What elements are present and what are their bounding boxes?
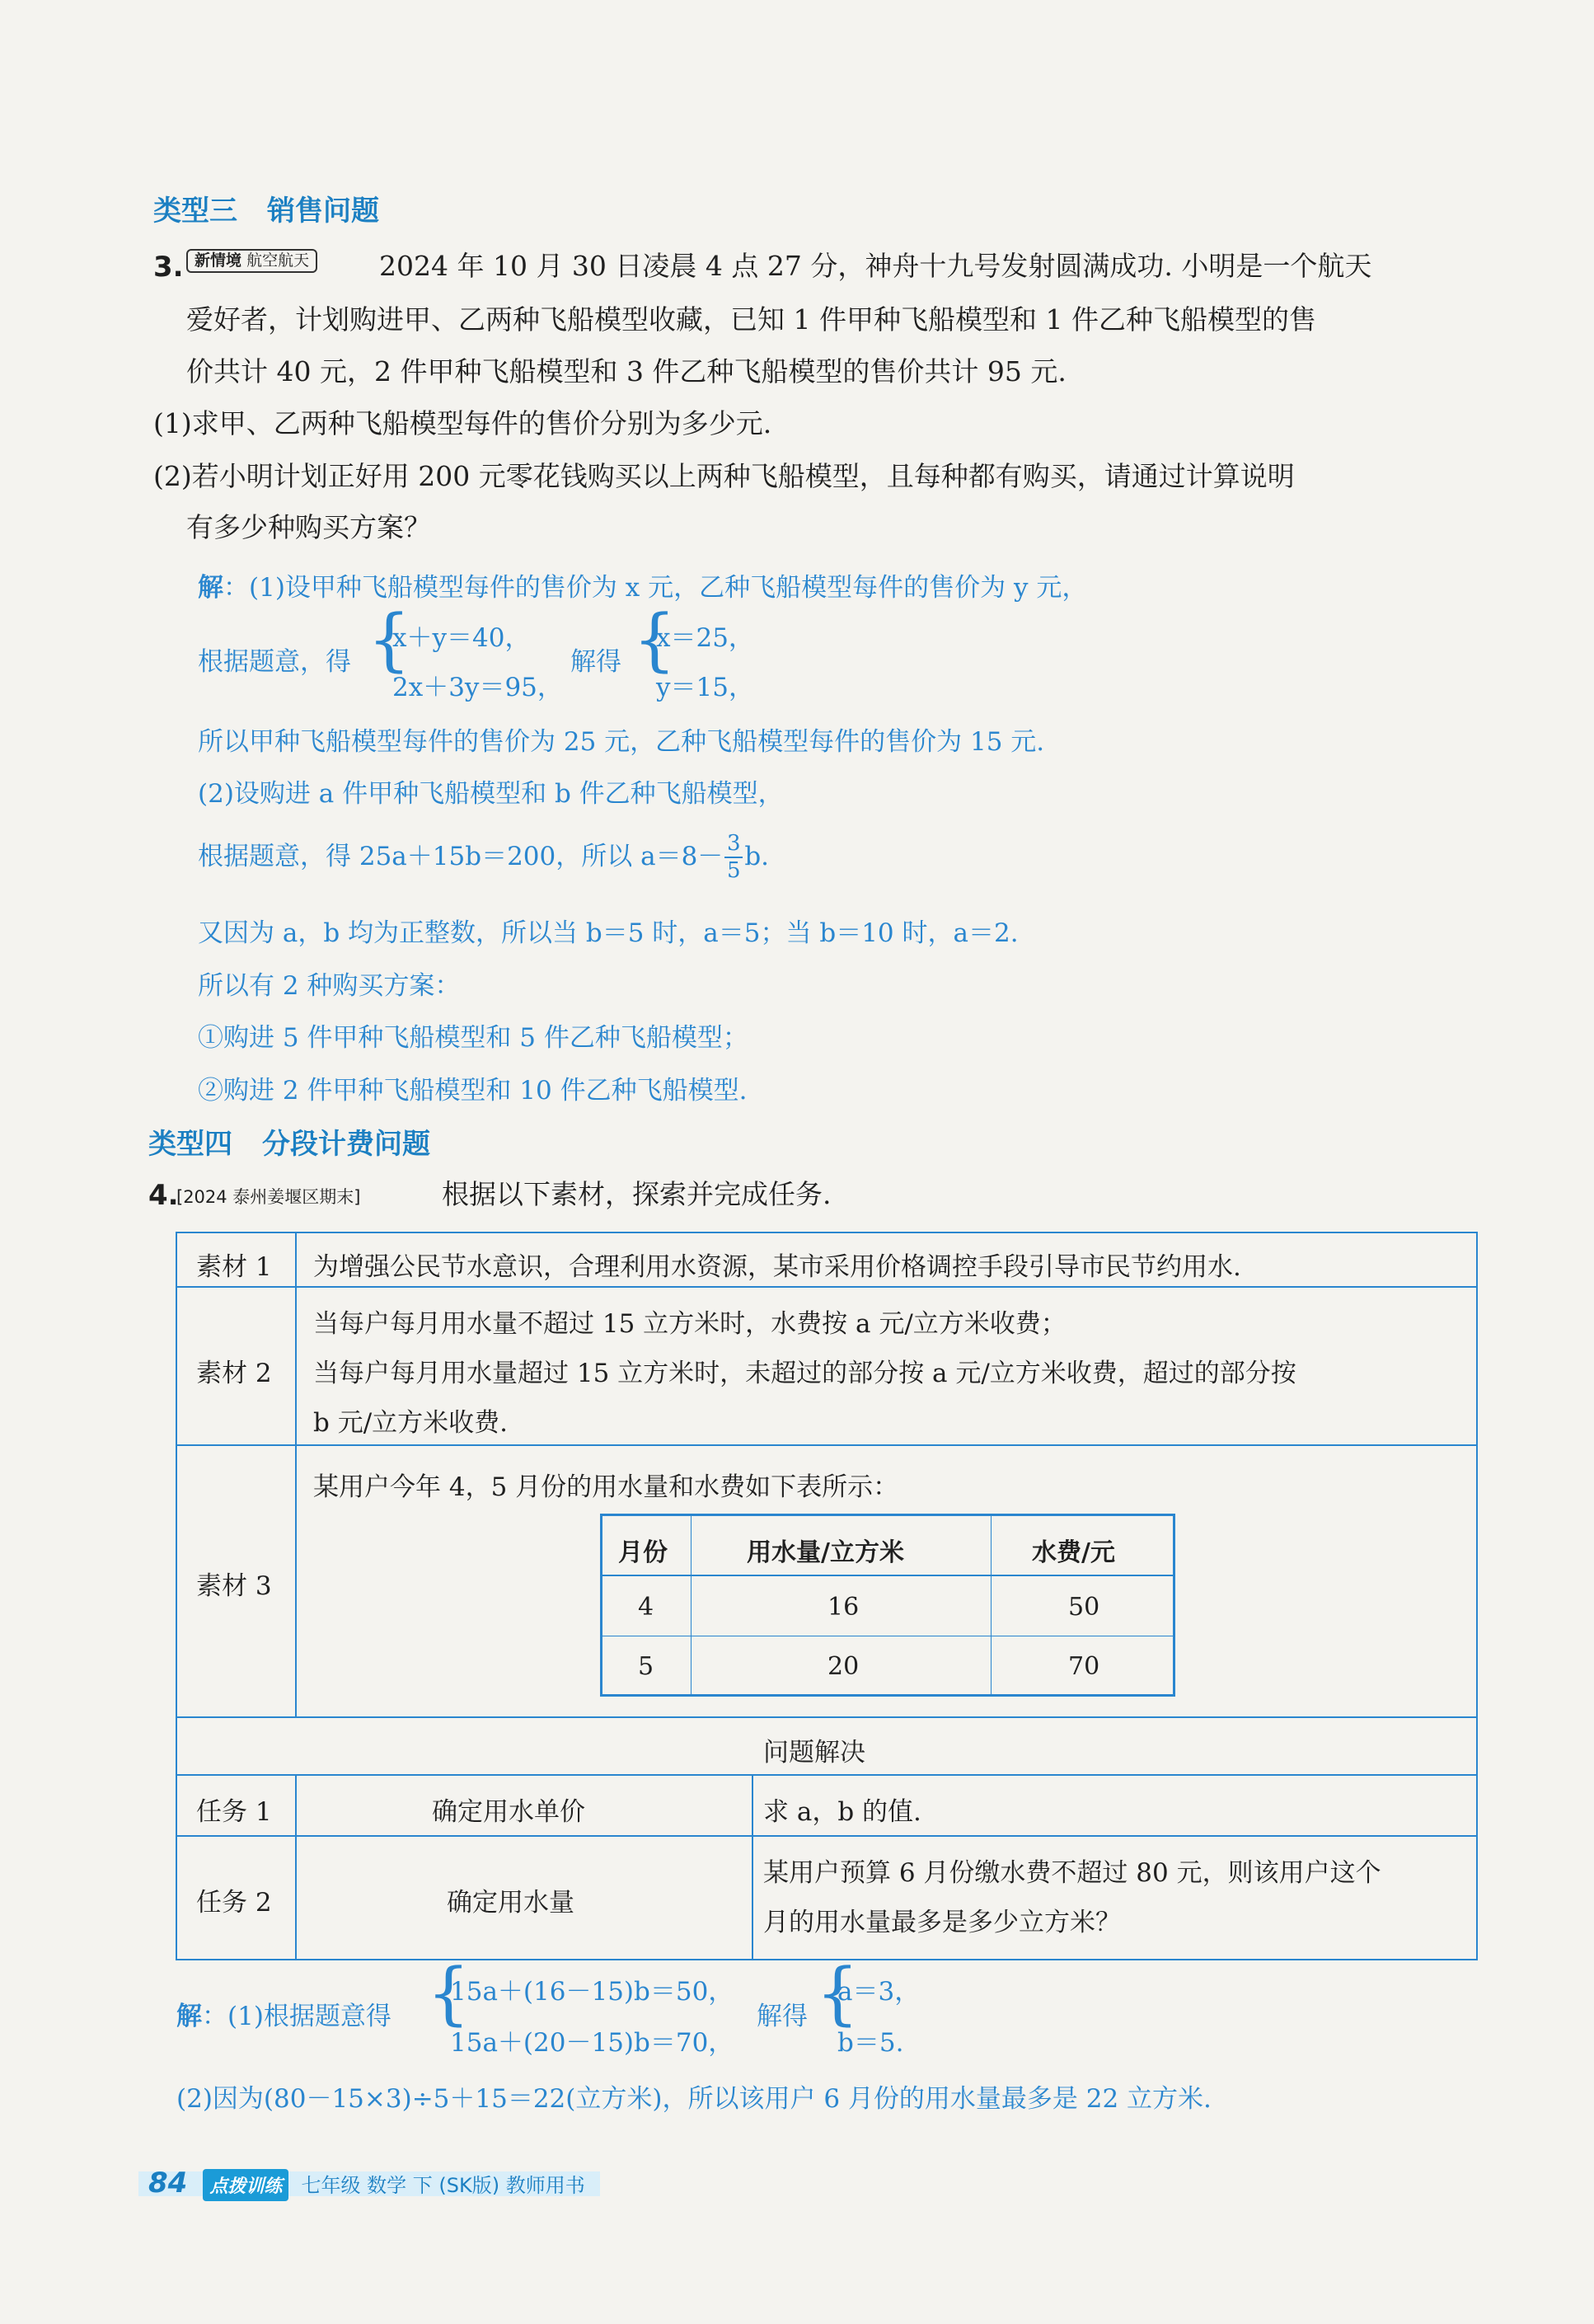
solution-1: x＝25， [656, 623, 754, 653]
solution-a: a＝3， [837, 1977, 921, 2007]
task-2-line-2: 月的用水量最多是多少立方米？ [763, 1908, 1121, 1937]
inner-cell-usage-20: 20 [827, 1652, 860, 1681]
solve-header: 问题解决 [763, 1738, 865, 1768]
answer-3-line-6: 又因为 a，b 均为正整数，所以当 b＝5 时，a＝5；当 b＝10 时，a＝2. [198, 918, 1019, 948]
section-3-topic: 销售问题 [267, 195, 379, 228]
task-1-text: 求 a，b 的值. [763, 1797, 921, 1827]
answer-3-line-3: 所以甲种飞船模型每件的售价为 25 元，乙种飞船模型每件的售价为 15 元. [198, 727, 1045, 757]
answer-3-line-9: ②购进 2 件甲种飞船模型和 10 件乙种飞船模型. [198, 1076, 748, 1106]
context-tag [186, 249, 317, 273]
task-2-title: 确定用水量 [447, 1888, 574, 1918]
inner-cell-fee-50: 50 [1068, 1593, 1100, 1622]
section-3-label: 类型三 [153, 195, 237, 228]
system-eq-2: 2x＋3y＝95， [392, 673, 563, 702]
answer-lead: 解 [176, 2002, 202, 2031]
question-3-part-2b: 有多少种购买方案？ [186, 511, 431, 543]
solution-2: y＝15， [656, 673, 754, 702]
book-info: 七年级 数学 下 (SK版) 教师用书 [301, 2174, 585, 2197]
answer-lead: 解 [198, 573, 223, 603]
inner-cell-fee-70: 70 [1068, 1652, 1100, 1681]
footer [148, 2167, 585, 2201]
brand-badge: 点拨训练 [203, 2169, 288, 2201]
answer-3-line-8: ①购进 5 件甲种飞船模型和 5 件乙种飞船模型； [198, 1023, 748, 1053]
answer-3-line-1 [198, 566, 1087, 603]
answer-3-line-5 [198, 833, 769, 883]
left-brace-icon: { [633, 601, 677, 679]
numerator: 3 [727, 831, 741, 856]
solution-b: b＝5. [837, 2028, 904, 2058]
material-2-line-2: 当每户每月用水量超过 15 立方米时，未超过的部分按 a 元/立方米收费，超过的部分按 [313, 1359, 1296, 1388]
tag-topic: 航空航天 [246, 251, 310, 270]
answer-3-system-prefix: 根据题意，得 [198, 647, 351, 677]
question-3-line-3: 价共计 40 元，2 件甲种飞船模型和 3 件乙种飞船模型的售价共计 95 元. [186, 355, 1067, 387]
section-4-topic: 分段计费问题 [262, 1128, 430, 1161]
material-2-line-1: 当每户每月用水量不超过 15 立方米时，水费按 a 元/立方米收费； [313, 1309, 1067, 1339]
section-title-4 [148, 1121, 430, 1162]
system-eq-1: x＋y＝40， [392, 623, 531, 653]
material-2-label: 素材 2 [196, 1359, 272, 1388]
task-1-label: 任务 1 [196, 1797, 272, 1827]
eq-tail: b. [744, 841, 770, 871]
question-3-number: 3. [153, 251, 184, 284]
inner-header-usage: 用水量/立方米 [747, 1538, 904, 1567]
question-3-line-1: 2024 年 10 月 30 日凌晨 4 点 27 分，神舟十九号发射圆满成功. 小明是一个航天 [379, 250, 1372, 282]
task-2-line-1: 某用户预算 6 月份缴水费不超过 80 元，则该用户这个 [763, 1858, 1381, 1888]
denominator: 5 [727, 858, 741, 884]
answer-3-text-1: ：(1)设甲种飞船模型每件的售价为 x 元，乙种飞船模型每件的售价为 y 元， [223, 573, 1088, 603]
inner-cell-month-4: 4 [638, 1593, 654, 1622]
left-brace-icon: { [368, 601, 411, 679]
material-1-text: 为增强公民节水意识，合理利用水资源，某市采用价格调控手段引导市民节约用水. [313, 1252, 1241, 1282]
inner-header-fee: 水费/元 [1032, 1538, 1115, 1567]
question-3-part-2a: (2)若小明计划正好用 200 元零花钱购买以上两种飞船模型，且每种都有购买，请通过计算说明 [153, 460, 1295, 492]
system-eq-2: 15a＋(20－15)b＝70， [450, 2028, 734, 2058]
section-title-3 [153, 188, 379, 228]
question-3-line-2: 爱好者，计划购进甲、乙两种飞船模型收藏，已知 1 件甲种飞船模型和 1 件乙种飞船模型的售 [186, 303, 1316, 336]
answer-4-line-1 [176, 1995, 391, 2032]
material-1-label: 素材 1 [196, 1252, 272, 1282]
question-4-text: 根据以下素材，探索并完成任务. [442, 1178, 832, 1210]
answer-4-prefix: ：(1)根据题意得 [202, 2002, 391, 2031]
fraction [724, 833, 743, 883]
task-2-label: 任务 2 [196, 1888, 272, 1918]
system-eq-1: 15a＋(16－15)b＝50， [450, 1977, 734, 2007]
answer-4-solve-label: 解得 [757, 2002, 808, 2031]
left-brace-icon: { [427, 1955, 471, 2033]
left-brace-icon: { [816, 1955, 860, 2033]
inner-cell-month-5: 5 [638, 1652, 654, 1681]
answer-3-solve-label: 解得 [570, 647, 621, 677]
question-4-source: [2024 泰州姜堰区期末] [176, 1187, 361, 1207]
material-3-text: 某用户今年 4，5 月份的用水量和水费如下表所示： [313, 1472, 899, 1502]
tag-new-context: 新情境 [195, 251, 242, 270]
answer-3-line-4: (2)设购进 a 件甲种飞船模型和 b 件乙种飞船模型， [198, 779, 784, 809]
page-number: 84 [148, 2167, 188, 2200]
question-3-tag [186, 249, 317, 273]
task-1-title: 确定用水单价 [432, 1797, 585, 1827]
inner-cell-usage-16: 16 [827, 1593, 860, 1622]
question-4-number: 4. [148, 1179, 179, 1212]
inner-header-month: 月份 [618, 1538, 668, 1567]
answer-3-line-7: 所以有 2 种购买方案： [198, 971, 461, 1001]
material-2-line-3: b 元/立方米收费. [313, 1408, 508, 1438]
section-4-label: 类型四 [148, 1128, 232, 1161]
eq-text: 根据题意，得 25a＋15b＝200，所以 a＝8－ [198, 841, 724, 871]
question-3-part-1: (1)求甲、乙两种飞船模型每件的售价分别为多少元. [153, 407, 772, 439]
material-3-label: 素材 3 [196, 1571, 272, 1601]
answer-4-line-2: (2)因为(80－15×3)÷5＋15＝22(立方米)，所以该用户 6 月份的用水量最多是 22 立方米. [176, 2084, 1212, 2114]
